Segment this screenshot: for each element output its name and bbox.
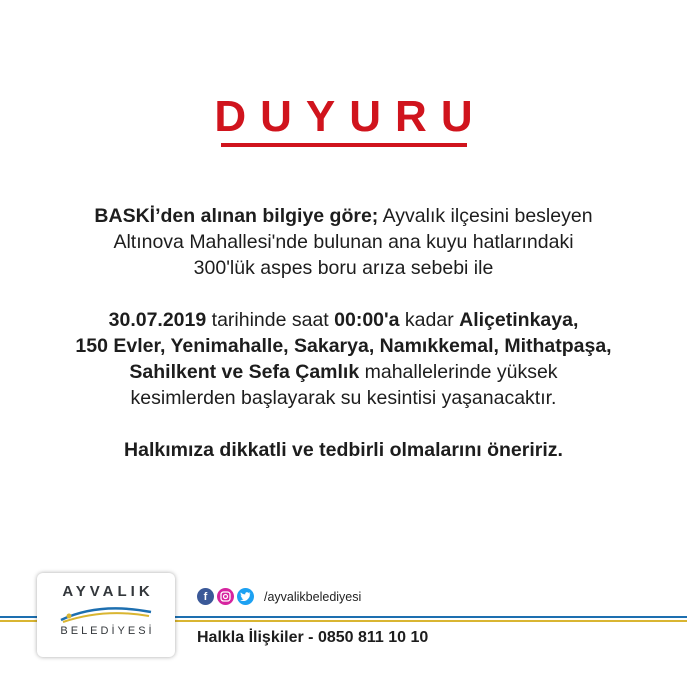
outage-text-2: kadar	[399, 309, 460, 331]
contact-info: Halkla İlişkiler - 0850 811 10 10	[197, 629, 429, 646]
social-links	[197, 588, 361, 605]
facebook-icon[interactable]: f	[197, 588, 214, 605]
neighborhood-2: 150 Evler, Yenimahalle, Sakarya, Namıkkemal, Mithatpaşa,	[75, 335, 612, 357]
outage-time: 00:00'a	[334, 309, 400, 331]
logo-text-top: AYVALIK	[62, 583, 154, 600]
source-text-3: 300'lük aspes boru arıza sebebi ile	[193, 257, 494, 279]
outage-text-1: tarihinde saat	[206, 309, 335, 331]
instagram-icon[interactable]	[217, 588, 234, 605]
announcement-title: DUYURU	[214, 92, 487, 141]
neighborhood-1: Aliçetinkaya,	[459, 309, 579, 331]
source-text-2: Altınova Mahallesi'nde bulunan ana kuyu hatlarındaki	[113, 231, 574, 253]
source-bold: BASKİ’den alınan bilgiye göre;	[94, 205, 379, 227]
twitter-icon[interactable]	[237, 588, 254, 605]
source-text-1: Ayvalık ilçesini besleyen	[378, 205, 593, 227]
outage-text-3: mahallelerinde yüksek	[359, 361, 558, 383]
paragraph-outage	[0, 307, 687, 411]
outage-text-4: kesimlerden başlayarak su kesintisi yaşanacaktır.	[130, 387, 557, 409]
paragraph-source	[0, 203, 687, 281]
outage-date: 30.07.2019	[108, 309, 207, 331]
municipality-logo	[37, 573, 175, 657]
advice-text: Halkımıza dikkatli ve tedbirli olmalarını öneririz.	[124, 439, 563, 461]
social-handle[interactable]: /ayvalikbelediyesi	[264, 589, 362, 604]
neighborhood-3: Sahilkent ve Sefa Çamlık	[129, 361, 360, 383]
logo-swoosh-icon	[59, 604, 153, 624]
logo-text-bottom: BELEDİYESİ	[60, 625, 155, 637]
paragraph-advice	[0, 437, 687, 463]
title-underline	[221, 143, 467, 147]
